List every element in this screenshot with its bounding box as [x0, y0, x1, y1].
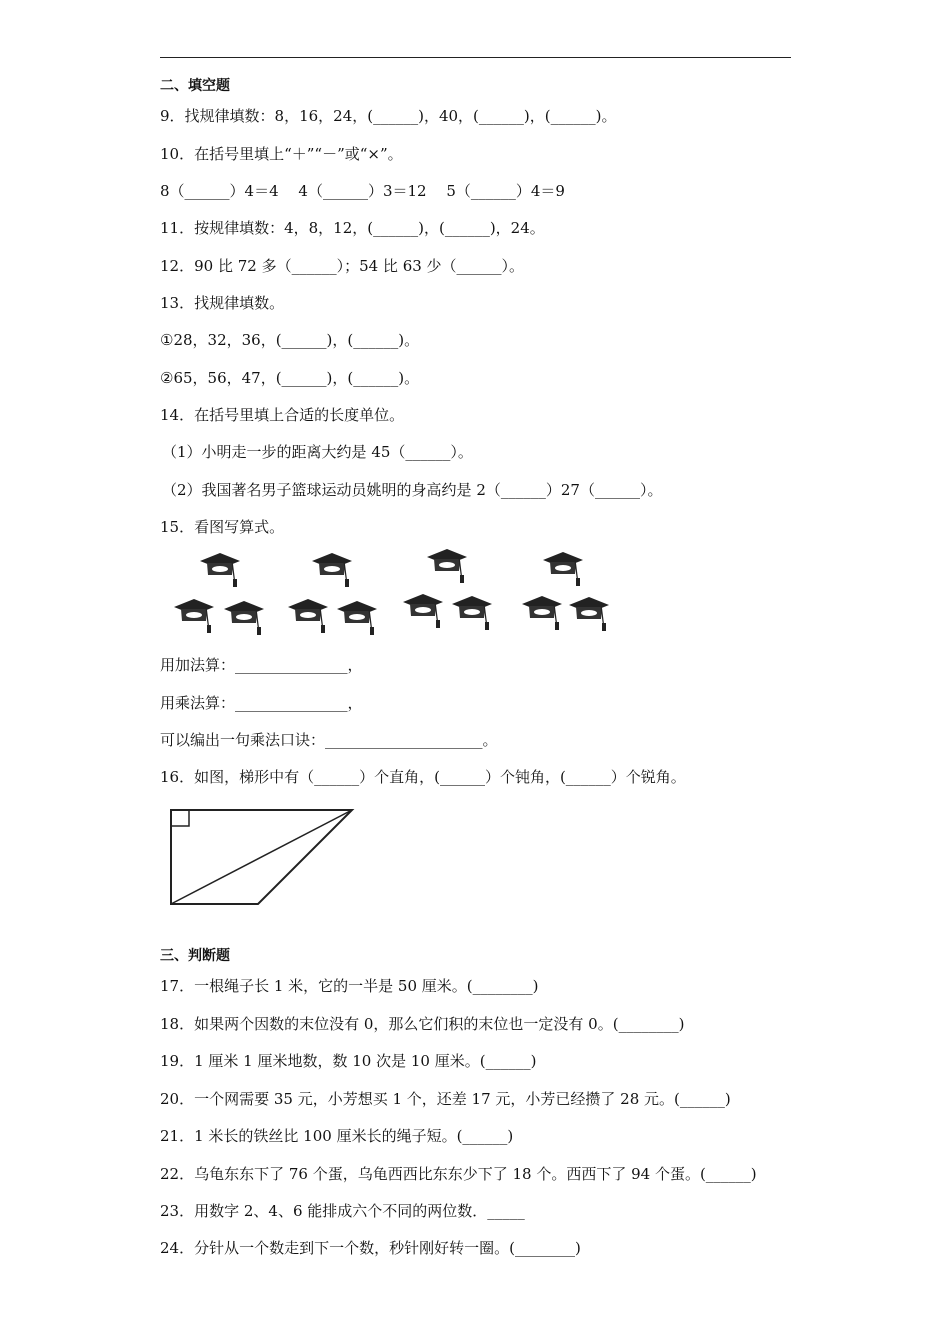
question-14: 14．在括号里填上合适的长度单位。 — [160, 406, 405, 424]
question-13-part-1: ①28，32，36，(______)，(______)。 — [160, 331, 420, 349]
question-17: 17．一根绳子长 1 米，它的一半是 50 厘米。(________) — [160, 977, 539, 995]
question-24: 24．分针从一个数走到下一个数，秒针刚好转一圈。(________) — [160, 1239, 581, 1257]
right-angle-mark — [171, 810, 189, 826]
graduation-cap-icon — [337, 601, 377, 635]
question-11: 11．按规律填数：4，8，12，(______)，(______)，24。 — [160, 219, 545, 237]
question-13-part-2: ②65，56，47，(______)，(______)。 — [160, 369, 420, 387]
question-20: 20．一个网需要 35 元，小芳想买 1 个，还差 17 元，小芳已经攒了 28 元。(______) — [160, 1090, 731, 1108]
question-12: 12．90 比 72 多（______）；54 比 63 少（______）。 — [160, 257, 525, 275]
question-22: 22．乌龟东东下了 76 个蛋，乌龟西西比东东少下了 18 个。西西下了 94 个蛋。(______) — [160, 1165, 757, 1183]
graduation-cap-icon — [312, 553, 352, 587]
question-15: 15．看图写算式。 — [160, 518, 285, 536]
question-9: 9．找规律填数：8，16，24，(______)，40，(______)，(______)。 — [160, 107, 617, 125]
question-23: 23．用数字 2、4、6 能排成六个不同的两位数．_____ — [160, 1202, 525, 1220]
question-21: 21．1 米长的铁丝比 100 厘米长的绳子短。(______) — [160, 1127, 514, 1145]
graduation-cap-icon — [522, 596, 562, 630]
question-15-addition: 用加法算：_______________， — [160, 656, 363, 674]
question-15-rhyme: 可以编出一句乘法口诀：_____________________。 — [160, 731, 498, 749]
question-14-part-1: （1）小明走一步的距离大约是 45（______）。 — [162, 443, 473, 461]
trapezoid-figure — [160, 806, 360, 911]
graduation-cap-icon — [543, 552, 583, 586]
question-10: 10．在括号里填上“＋”“－”或“×”。 — [160, 145, 403, 163]
graduation-cap-icon — [224, 601, 264, 635]
question-19: 19．1 厘米 1 厘米地数，数 10 次是 10 厘米。(______) — [160, 1052, 537, 1070]
cap-group-3 — [403, 549, 492, 630]
graduation-cap-icon — [200, 553, 240, 587]
section-heading-judge: 三、判断题 — [160, 948, 230, 964]
question-15-multiplication: 用乘法算：_______________， — [160, 694, 363, 712]
graduation-cap-icon — [403, 594, 443, 628]
question-10-equations: 8（______）4＝4 4（______）3＝12 5（______）4＝9 — [160, 182, 565, 200]
question-16: 16．如图，梯形中有（______）个直角，(______）个钝角，(______）个锐角。 — [160, 768, 686, 786]
graduation-cap-icon — [427, 549, 467, 583]
graduation-caps-figure — [160, 547, 620, 639]
question-13: 13．找规律填数。 — [160, 294, 285, 312]
cap-group-1 — [174, 553, 264, 635]
trapezoid-diagonal — [171, 810, 352, 904]
graduation-cap-icon — [288, 599, 328, 633]
graduation-cap-icon — [174, 599, 214, 633]
question-14-part-2: （2）我国著名男子篮球运动员姚明的身高约是 2（______）27（______）。 — [162, 481, 663, 499]
graduation-cap-icon — [569, 597, 609, 631]
cap-group-2 — [288, 553, 377, 635]
section-heading-fill-blank: 二、填空题 — [160, 78, 230, 94]
graduation-cap-icon — [452, 596, 492, 630]
cap-group-4 — [522, 552, 609, 631]
question-18: 18．如果两个因数的末位没有 0，那么它们积的末位也一定没有 0。(________) — [160, 1015, 685, 1033]
top-rule — [160, 57, 791, 58]
